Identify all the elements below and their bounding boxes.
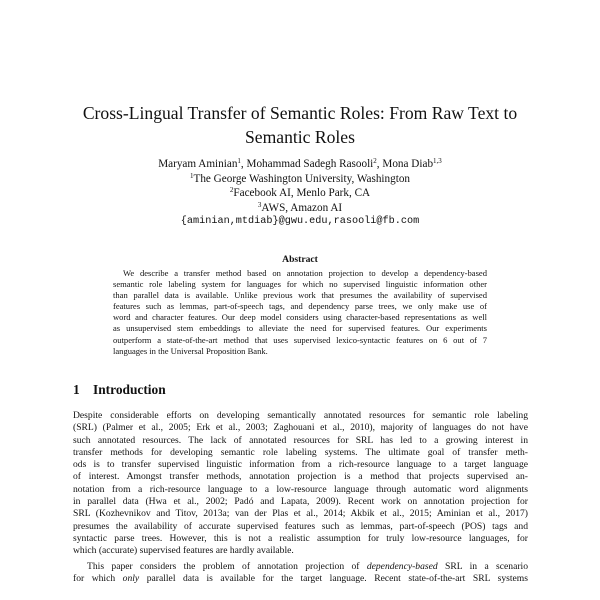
affiliation-text: The George Washington University, Washington <box>193 172 411 185</box>
paper-title <box>60 101 540 149</box>
title-line: Cross-Lingual Transfer of Semantic Roles: From Raw Text to <box>82 103 518 123</box>
affiliation-mark: 2 <box>229 186 234 195</box>
body-line: SRL (Kozhevnikov and Titov, 2013a; van der Plas et al., 2014; Akbik et al., 2015; Aminian et al., 2017) <box>73 508 528 520</box>
abstract-line: as unsupervised stem embeddings to alleviate the need for supervised features. Our experiments <box>113 323 487 334</box>
body-line: (SRL) (Palmer et al., 2005; Erk et al., 2003; Zaghouani et al., 2010), majority of languages do not have <box>73 422 528 434</box>
body-line: such annotated resources. The lack of annotated resources for SRL has led to a growing interest in <box>73 434 528 446</box>
abstract-line: word and character features. Our deep model considers using character-based representations as well <box>113 312 487 323</box>
abstract-line: features such as lemmas, part-of-speech tags, and dependency parse trees, we only make use of <box>113 301 487 312</box>
body-line: presumes the availability of accurate supervised features such as lemmas, part-of-speech (POS) tags and <box>73 520 528 532</box>
affiliation-mark: 1 <box>189 171 194 180</box>
author-block <box>60 157 540 230</box>
emphasis: only <box>122 572 140 584</box>
affiliation <box>60 201 540 216</box>
abstract-line: than parallel data is available. Unlike previous work that presumes the availability of supervised <box>113 290 487 301</box>
body-line: ods is to transfer supervised linguistic information from a rich-resource language to a target language <box>73 459 528 471</box>
body-line: syntactic parse trees. However, this is not a realistic assumption for truly low-resource languages, for <box>73 532 528 544</box>
abstract-line: We describe a transfer method based on annotation projection to develop a dependency-based <box>123 268 487 278</box>
body-line: notation from a rich-resource language to a low-resource language through automatic word alignments <box>73 483 528 495</box>
author-name: Mona Diab <box>382 158 434 170</box>
title-line: Semantic Roles <box>245 127 355 147</box>
text-run: parallel data is available for the target language. Recent state-of-the-art SRL systems <box>139 572 528 584</box>
abstract-body <box>113 268 487 357</box>
introduction-body <box>73 410 528 585</box>
abstract-line: outperform a state-of-the-art method that uses supervised lexico-syntactic features on 6 out of 7 <box>113 334 487 345</box>
affiliation-mark: 1 <box>237 157 241 165</box>
abstract-line: semantic role labeling system for languages for which no supervised linguistic information other <box>113 279 487 290</box>
affiliation <box>60 186 540 201</box>
text-run: This paper considers the problem of annotation projection of <box>87 560 367 572</box>
affiliation <box>60 172 540 187</box>
body-line: transfer methods for developing semantic role labeling systems. The ultimate goal of transfer meth- <box>73 446 528 458</box>
abstract-line: languages in the Universal Proposition Bank. <box>113 345 268 356</box>
author-names: Maryam Aminian$^1$, Mohammad Sadegh Rasooli$^2$, Mona Diab$^{1,3}$ <box>158 157 442 170</box>
body-line: Despite considerable efforts on developing semantically annotated resources for semantic role labeling <box>73 410 528 421</box>
abstract-heading: Abstract <box>282 254 318 265</box>
affiliation-text: Facebook AI, Menlo Park, CA <box>233 187 371 200</box>
body-line <box>73 573 528 585</box>
section-title: Introduction <box>93 382 166 397</box>
body-line: which (accurate) supervised features are hardly available. <box>73 545 294 557</box>
body-line: in parallel data (Hwa et al., 2002; Padó and Lapata, 2009). Recent work on annotation projection for <box>73 496 528 508</box>
author-name: Maryam Aminian <box>158 158 238 170</box>
affiliation-mark: 3 <box>257 200 262 209</box>
author-name: Mohammad Sadegh Rasooli <box>246 158 374 170</box>
affiliation-mark: 1,3 <box>433 157 442 165</box>
body-line <box>73 561 528 573</box>
author-email: {aminian,mtdiab}@gwu.edu,rasooli@fb.com <box>180 216 420 228</box>
affiliation-text: AWS, Amazon AI <box>261 201 343 214</box>
section-heading <box>73 382 166 398</box>
body-line: of interest. Amongst transfer methods, annotation projection is a method that projects supervised an- <box>73 471 528 483</box>
emphasis: dependency-based <box>366 560 438 572</box>
section-number: 1 <box>73 382 80 397</box>
text-run: for which <box>73 572 123 584</box>
text-run: SRL in a scenario <box>437 560 528 572</box>
affiliation-mark: 2 <box>373 157 377 165</box>
